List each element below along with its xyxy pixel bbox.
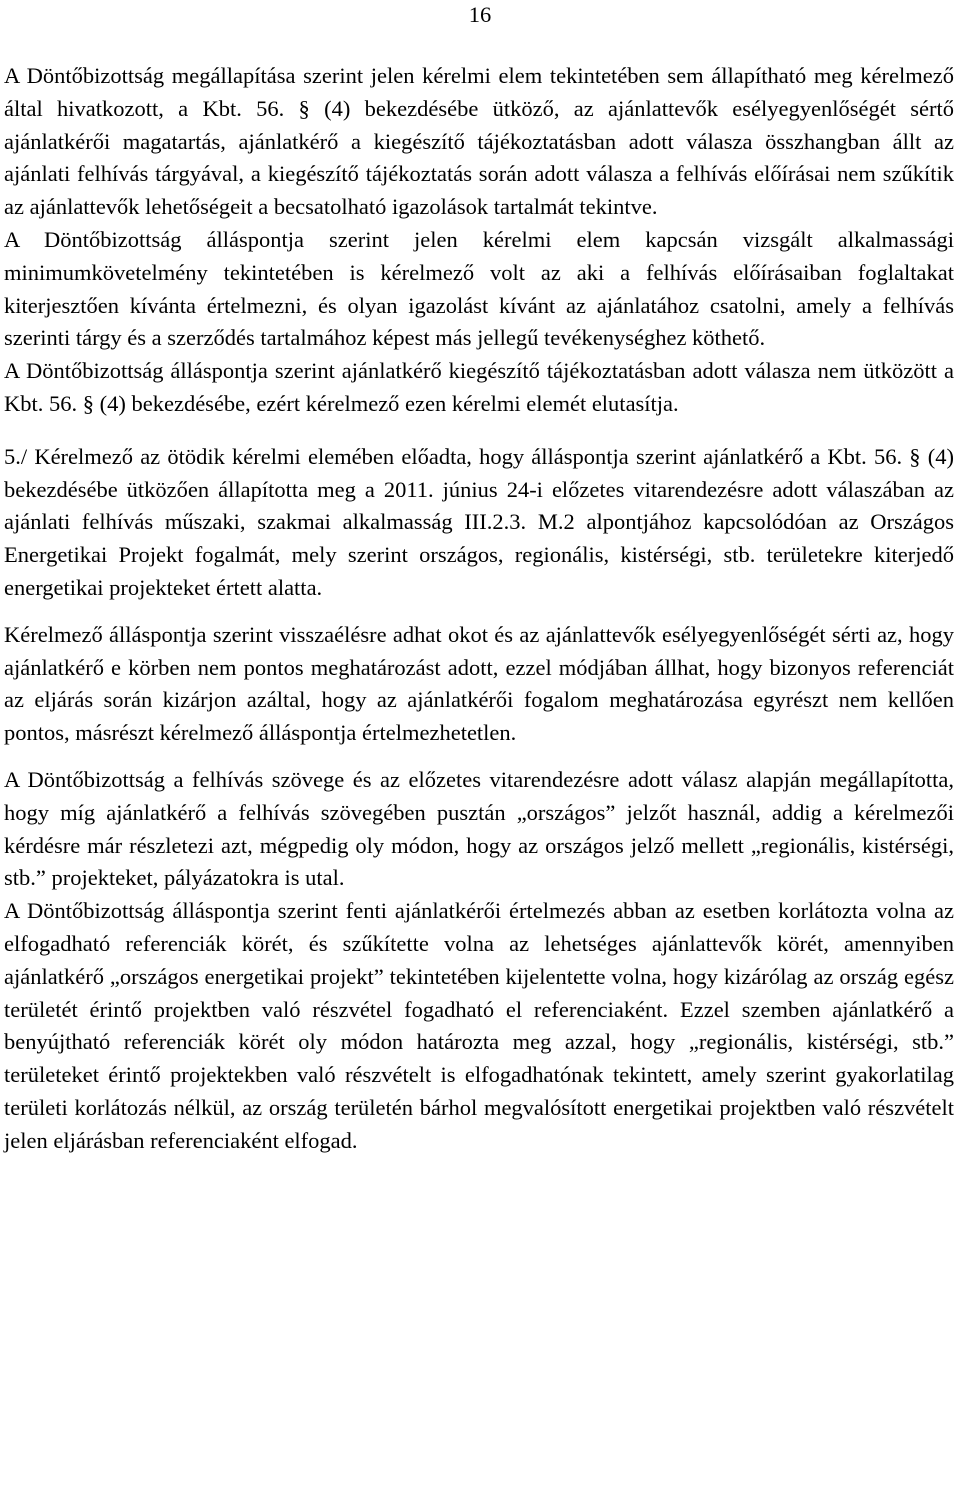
paragraph-3: A Döntőbizottság álláspontja szerint ajánlatkérő kiegészítő tájékoztatásban adott válasza nem ütközött a Kbt. 56. § (4) bekezdésébe, ezért kérelmező ezen kérelmi elemét elutasítja.: [4, 358, 954, 416]
page-number: 16: [468, 2, 492, 27]
paragraph-6: A Döntőbizottság a felhívás szövege és az előzetes vitarendezésre adott válasz alapján megállapította, hogy míg ajánlatkérő a felhívás szövegében pusztán „országos” jelzőt használ, addig a kérelmezői kérdésre már részletezi azt, mégpedig oly módon, hogy az országos jelző mellett „regionális, kistérségi, stb.” projekteket, pályázatokra is utal.: [4, 766, 954, 891]
paragraph-1: A Döntőbizottság megállapítása szerint jelen kérelmi elem tekintetében sem állapítható meg kérelmező által hivatkozott, a Kbt. 56. § (4) bekezdésébe ütköző, az ajánlattevők esélyegyenlőségét sértő ajánlatkérői magatartás, ajánlatkérő a kiegészítő tájékoztatásban adott válasza összhangban állt az ajánlati felhívás tárgyával, a kiegészítő tájékoztatás során adott válasza a felhívás előírásai nem szűkítik az ajánlattevők lehetőségeit a becsatolható igazolások tartalmát tekintve.: [4, 63, 954, 220]
paragraph-5: Kérelmező álláspontja szerint visszaélésre adhat okot és az ajánlattevők esélyegyenlőségét sérti az, hogy ajánlatkérő e körben nem pontos meghatározást adott, ezzel módjában állhat, hogy bizonyos referenciát az eljárás során kizárjon azáltal, hogy az ajánlatkérői fogalom meghatározása egyrészt nem kellően pontos, másrészt kérelmező álláspontja értelmezhetetlen.: [4, 621, 954, 746]
paragraph-4: 5./ Kérelmező az ötödik kérelmi elemében előadta, hogy álláspontja szerint ajánlatkérő a Kbt. 56. § (4) bekezdésébe ütközően állapította meg a 2011. június 24-i előzetes vitarendezésre adott válaszában az ajánlati felhívás műszaki, szakmai alkalmasság III.2.3. M.2 alpontjához kapcsolódóan az Országos Energetikai Projekt fogalmát, mely szerint országos, regionális, kistérségi, stb. területekre kiterjedő energetikai projekteket értett alatta.: [4, 443, 954, 600]
paragraph-7: A Döntőbizottság álláspontja szerint fenti ajánlatkérői értelmezés abban az esetben korlátozta volna az elfogadható referenciák körét, és szűkítette volna az lehetséges ajánlattevők körét, amennyiben ajánlatkérő „országos energetikai projekt” tekintetében kijelentette volna, hogy kizárólag az ország egész területét érintő projektben való részvétel fogadható el referenciaként. Ezzel szemben ajánlatkérő a benyújtható referenciák körét oly módon határozta meg azzal, hogy „regionális, kistérségi, stb.” területeket érintő projektekben való részvételt is elfogadhatónak tekintett, amely szerint gyakorlatilag területi korlátozás nélkül, az ország területén bárhol megvalósított energetikai projektben való részvételt jelen eljárásban referenciaként elfogad.: [4, 898, 954, 1153]
paragraph-2: A Döntőbizottság álláspontja szerint jelen kérelmi elem kapcsán vizsgált alkalmassági minimumkövetelmény tekintetében is kérelmező volt az aki a felhívás előírásaiban foglaltakat kiterjesztően kívánta értelmezni, és olyan igazolást kívánt az ajánlatához csatolni, amely a felhívás szerinti tárgy és a szerződés tartalmához képest más jellegű tevékenységhez köthető.: [4, 226, 954, 351]
document-body: [4, 60, 954, 1158]
